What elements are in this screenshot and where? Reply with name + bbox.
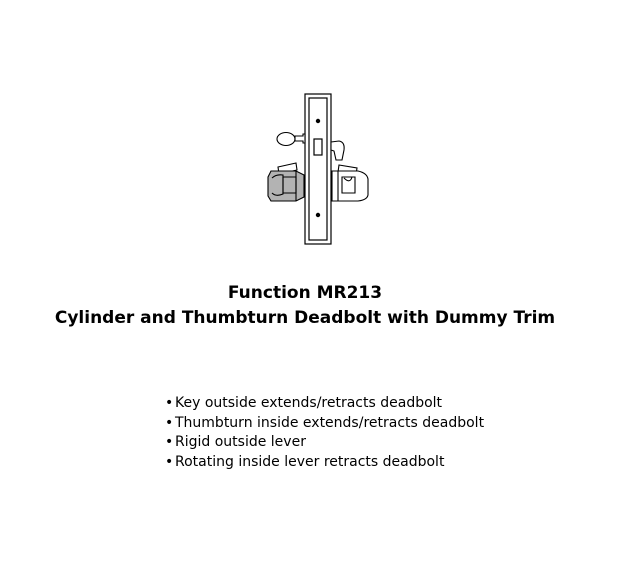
list-item: • Rotating inside lever retracts deadbolt <box>165 453 484 473</box>
list-item: • Key outside extends/retracts deadbolt <box>165 394 484 414</box>
faceplate-screw-bottom <box>316 213 320 217</box>
lock-function-diagram <box>258 88 388 252</box>
list-item: • Rigid outside lever <box>165 433 484 453</box>
outside-lever-icon <box>268 163 304 201</box>
thumbturn-icon <box>331 141 344 160</box>
function-description: Cylinder and Thumbturn Deadbolt with Dummy Trim <box>54 308 556 328</box>
inside-lever-icon <box>332 165 368 201</box>
faceplate-screw-top <box>316 119 320 123</box>
lock-faceplate <box>305 94 331 244</box>
feature-list <box>165 394 484 472</box>
function-title: Function MR213 <box>227 283 383 303</box>
list-item: • Thumbturn inside extends/retracts deadbolt <box>165 414 484 434</box>
key-icon <box>277 133 305 146</box>
